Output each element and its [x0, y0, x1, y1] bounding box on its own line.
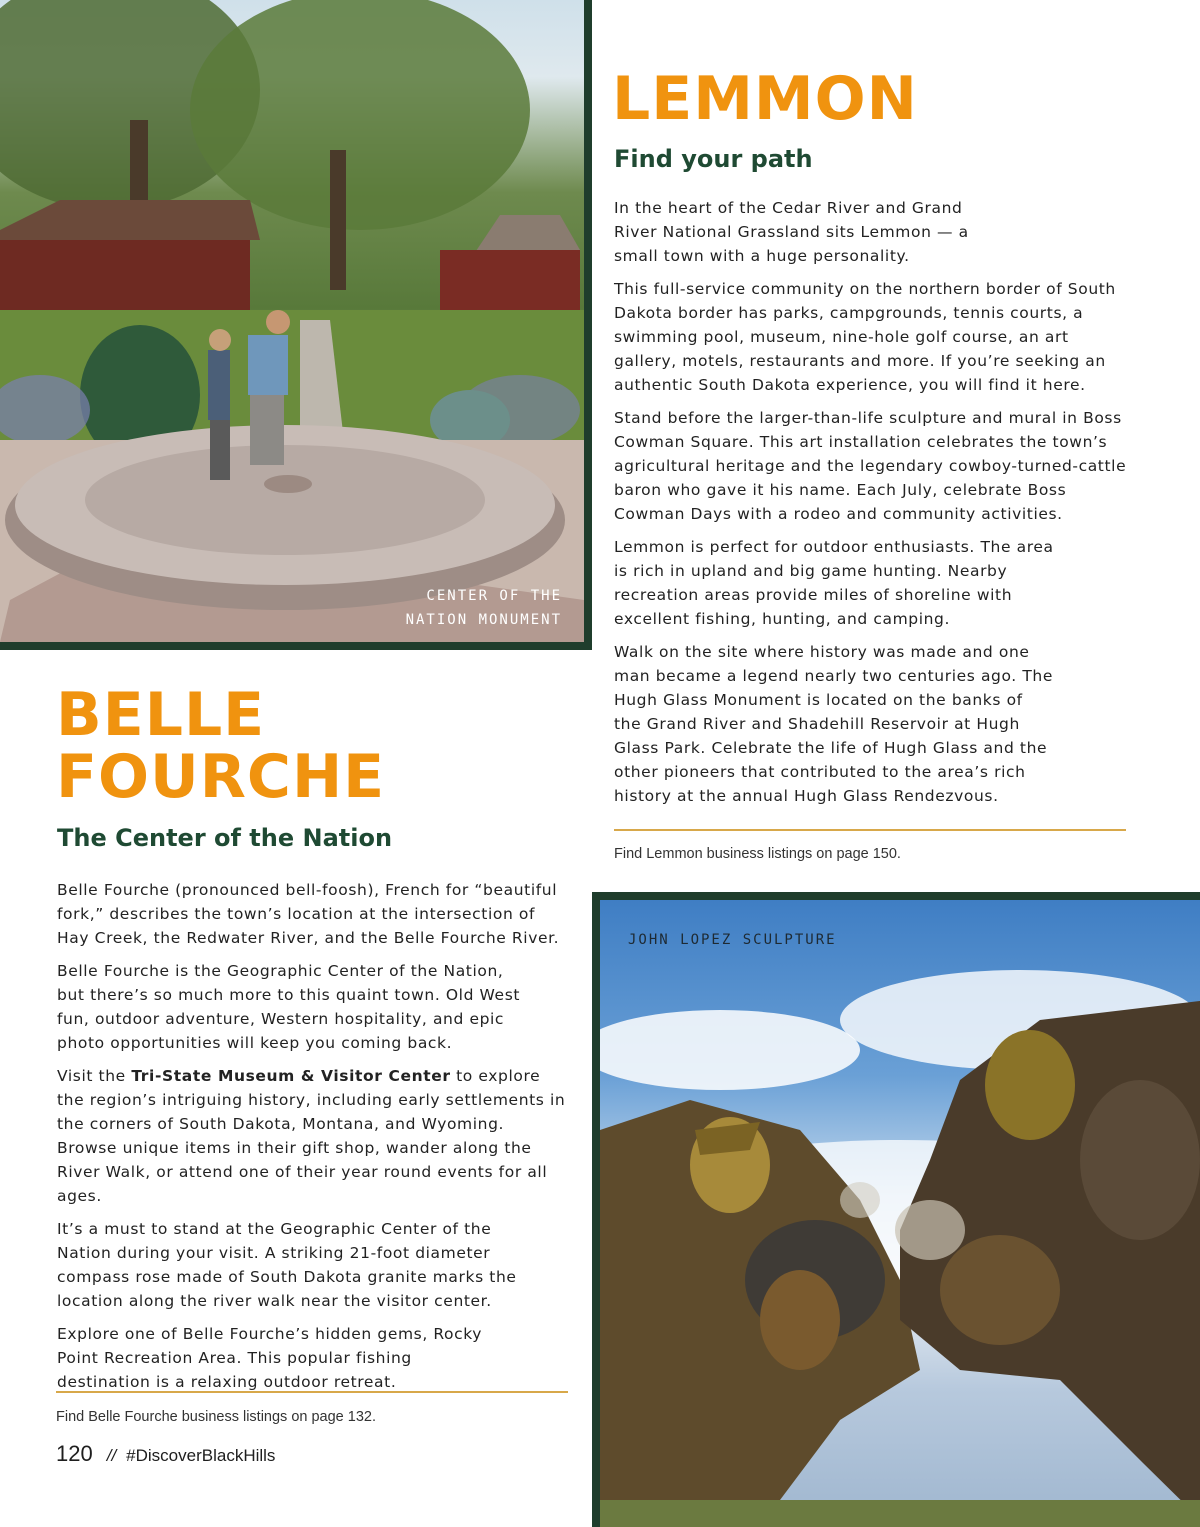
- photo-caption: JOHN LOPEZ SCULPTURE: [628, 932, 837, 948]
- lemmon-paragraph: This full-service community on the northern border of South Dakota border has parks, campgrounds, tennis courts, a swimming pool, museum, nine-hole golf course, an art gallery, motels, restaurants and more. If you’re seeking an authentic South Dakota experience, you will find it here.: [614, 280, 1116, 394]
- page-number: 120: [56, 1441, 93, 1466]
- lemmon-paragraph: Lemmon is perfect for outdoor enthusiasts. The area is rich in upland and big game hunting. Nearby recreation areas provide miles of shoreline with excellent fishing, hunting, and camping.: [614, 538, 1054, 628]
- hashtag: #DiscoverBlackHills: [126, 1446, 276, 1465]
- lemmon-paragraph: In the heart of the Cedar River and Grand River National Grassland sits Lemmon — a small town with a huge personality.: [614, 199, 969, 265]
- sculpture-illustration: [600, 900, 1200, 1527]
- lemmon-paragraph: Stand before the larger-than-life sculpture and mural in Boss Cowman Square. This art installation celebrates the town’s agricultural heritage and the legendary cowboy-turned-cattle baron who gave it his name. Each July, celebrate Boss Cowman Days with a rodeo and community activities.: [614, 409, 1127, 523]
- lemmon-subheading: Find your path: [614, 145, 813, 173]
- belle-paragraph: It’s a must to stand at the Geographic Center of the Nation during your visit. A striking 21-foot diameter compass rose made of South Dakota granite marks the location along the river walk near the visitor center.: [57, 1220, 517, 1310]
- belle-paragraph: [57, 1064, 569, 1208]
- monument-illustration: [0, 0, 584, 642]
- lemmon-divider: [614, 829, 1126, 831]
- belle-paragraph: Explore one of Belle Fourche’s hidden gems, Rocky Point Recreation Area. This popular fishing destination is a relaxing outdoor retreat.: [57, 1325, 483, 1391]
- belle-fourche-subheading: The Center of the Nation: [57, 824, 393, 852]
- john-lopez-sculpture-photo: [592, 892, 1200, 1527]
- belle-listing-note: Find Belle Fourche business listings on page 132.: [56, 1409, 376, 1425]
- belle-fourche-heading: [56, 680, 386, 812]
- heading-line: BELLE: [56, 680, 266, 750]
- footer-separator: //: [106, 1446, 117, 1465]
- text-run: Visit the: [57, 1067, 132, 1085]
- belle-paragraph: Belle Fourche (pronounced bell-foosh), French for “beautiful fork,” describes the town’s location at the intersection of Hay Creek, the Redwater River, and the Belle Fourche River.: [57, 881, 560, 947]
- page-footer: [56, 1441, 275, 1467]
- lemmon-paragraph: Walk on the site where history was made and one man became a legend nearly two centuries ago. The Hugh Glass Monument is located on the banks of the Grand River and Shadehill Reservoir at Hugh Glass Park. Celebrate the life of Hugh Glass and the other pioneers that contributed to the area’s rich history at the annual Hugh Glass Rendezvous.: [614, 643, 1053, 805]
- museum-name: Tri-State Museum & Visitor Center: [131, 1067, 451, 1085]
- lemmon-heading: LEMMON: [612, 64, 918, 134]
- lemmon-body: [614, 196, 1134, 817]
- belle-fourche-body: [57, 878, 569, 1403]
- photo-caption-line2: NATION MONUMENT: [405, 612, 562, 628]
- heading-line: FOURCHE: [56, 742, 386, 812]
- photo-caption-line1: CENTER OF THE: [426, 588, 562, 604]
- lemmon-listing-note: Find Lemmon business listings on page 150.: [614, 846, 901, 862]
- belle-paragraph: Belle Fourche is the Geographic Center of the Nation, but there’s so much more to this quaint town. Old West fun, outdoor adventure, Western hospitality, and epic photo opportunities will keep you coming back.: [57, 962, 521, 1052]
- center-of-nation-photo: [0, 0, 592, 650]
- belle-divider: [56, 1391, 568, 1393]
- text-run: to explore the region’s intriguing history, including early settlements in the corners of South Dakota, Montana, and Wyoming. Browse unique items in their gift shop, wander along the River Walk, or attend one of their year round events for all ages.: [57, 1067, 566, 1205]
